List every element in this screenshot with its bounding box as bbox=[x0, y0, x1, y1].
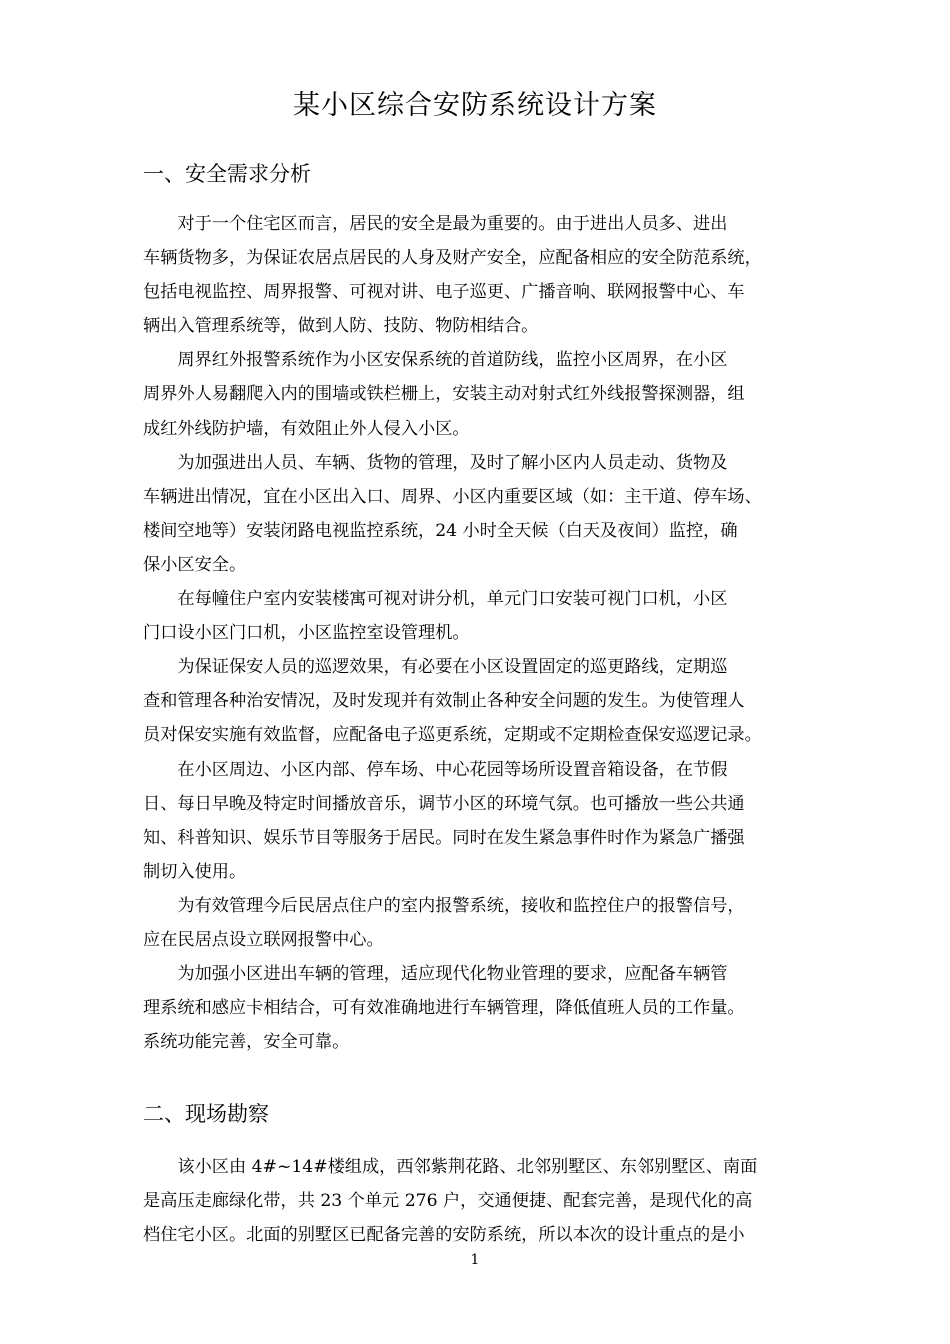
paragraph-line: 周界红外报警系统作为小区安保系统的首道防线，监控小区周界，在小区 bbox=[177, 350, 728, 371]
paragraph-line: 在小区周边、小区内部、停车场、中心花园等场所设置音箱设备，在节假 bbox=[177, 759, 728, 780]
paragraph-line: 日、每日早晚及特定时间播放音乐，调节小区的环境气氛。也可播放一些公共通 bbox=[143, 793, 745, 814]
paragraph bbox=[143, 957, 813, 1059]
paragraph-line: 为加强进出人员、车辆、货物的管理，及时了解小区内人员走动、货物及 bbox=[177, 452, 728, 473]
paragraph bbox=[143, 650, 813, 752]
paragraph-line: 查和管理各种治安情况，及时发现并有效制止各种安全问题的发生。为使管理人 bbox=[143, 691, 745, 712]
section-heading-1: 一、安全需求分析 bbox=[143, 162, 311, 186]
paragraph-line: 是高压走廊绿化带，共 23 个单元 276 户，交通便捷、配套完善，是现代化的高 bbox=[143, 1191, 753, 1212]
paragraph-line: 成红外线防护墙，有效阻止外人侵入小区。 bbox=[143, 418, 470, 439]
paragraph-line: 周界外人易翻爬入内的围墙或铁栏栅上，安装主动对射式红外线报警探测器，组 bbox=[143, 384, 745, 405]
paragraph-line: 知、科普知识、娱乐节目等服务于居民。同时在发生紧急事件时作为紧急广播强 bbox=[143, 827, 745, 848]
paragraph-line: 档住宅小区。北面的别墅区已配备完善的安防系统，所以本次的设计重点的是小 bbox=[143, 1225, 745, 1246]
paragraph-line: 为保证保安人员的巡逻效果，有必要在小区设置固定的巡更路线，定期巡 bbox=[177, 657, 728, 678]
paragraph-line: 对于一个住宅区而言，居民的安全是最为重要的。由于进出人员多、进出 bbox=[177, 214, 728, 234]
paragraph bbox=[143, 207, 813, 343]
paragraph-line: 该小区由 4#~14#楼组成，西邻紫荆花路、北邻别墅区、东邻别墅区、南面 bbox=[177, 1157, 758, 1177]
paragraph-line: 楼间空地等）安装闭路电视监控系统，24 小时全天候（白天及夜间）监控，确 bbox=[143, 520, 738, 541]
paragraph bbox=[143, 582, 813, 650]
paragraph-line: 保小区安全。 bbox=[143, 554, 247, 575]
section-body-2 bbox=[143, 1150, 813, 1252]
page-number: 1 bbox=[470, 1252, 480, 1268]
paragraph-line: 理系统和感应卡相结合，可有效准确地进行车辆管理，降低值班人员的工作量。 bbox=[143, 998, 745, 1019]
paragraph bbox=[143, 446, 813, 582]
paragraph-line: 为加强小区进出车辆的管理，适应现代化物业管理的要求，应配备车辆管 bbox=[177, 964, 728, 985]
paragraph-line: 在每幢住户室内安装楼寓可视对讲分机，单元门口安装可视门口机，小区 bbox=[177, 589, 728, 610]
paragraph bbox=[143, 1150, 813, 1252]
paragraph-line: 为有效管理今后民居点住户的室内报警系统，接收和监控住户的报警信号， bbox=[177, 895, 745, 916]
paragraph-line: 门口设小区门口机，小区监控室设管理机。 bbox=[143, 623, 470, 644]
paragraph-line: 辆出入管理系统等，做到人防、技防、物防相结合。 bbox=[143, 316, 539, 337]
paragraph bbox=[143, 889, 813, 957]
paragraph-line: 车辆货物多，为保证农居点居民的人身及财产安全，应配备相应的安全防范系统， bbox=[143, 248, 762, 269]
paragraph-line: 系统功能完善，安全可靠。 bbox=[143, 1032, 350, 1053]
section-body-1 bbox=[143, 207, 813, 1059]
paragraph-line: 员对保安实施有效监督，应配备电子巡更系统，定期或不定期检查保安巡逻记录。 bbox=[143, 725, 762, 746]
paragraph bbox=[143, 343, 813, 445]
paragraph-line: 制切入使用。 bbox=[143, 861, 247, 882]
section-heading-2: 二、现场勘察 bbox=[143, 1102, 269, 1126]
paragraph-line: 车辆进出情况，宜在小区出入口、周界、小区内重要区域（如：主干道、停车场、 bbox=[143, 486, 762, 507]
paragraph-line: 应在民居点设立联网报警中心。 bbox=[143, 929, 384, 950]
paragraph-line: 包括电视监控、周界报警、可视对讲、电子巡更、广播音响、联网报警中心、车 bbox=[143, 282, 745, 303]
paragraph bbox=[143, 753, 813, 889]
document-title: 某小区综合安防系统设计方案 bbox=[293, 90, 657, 121]
